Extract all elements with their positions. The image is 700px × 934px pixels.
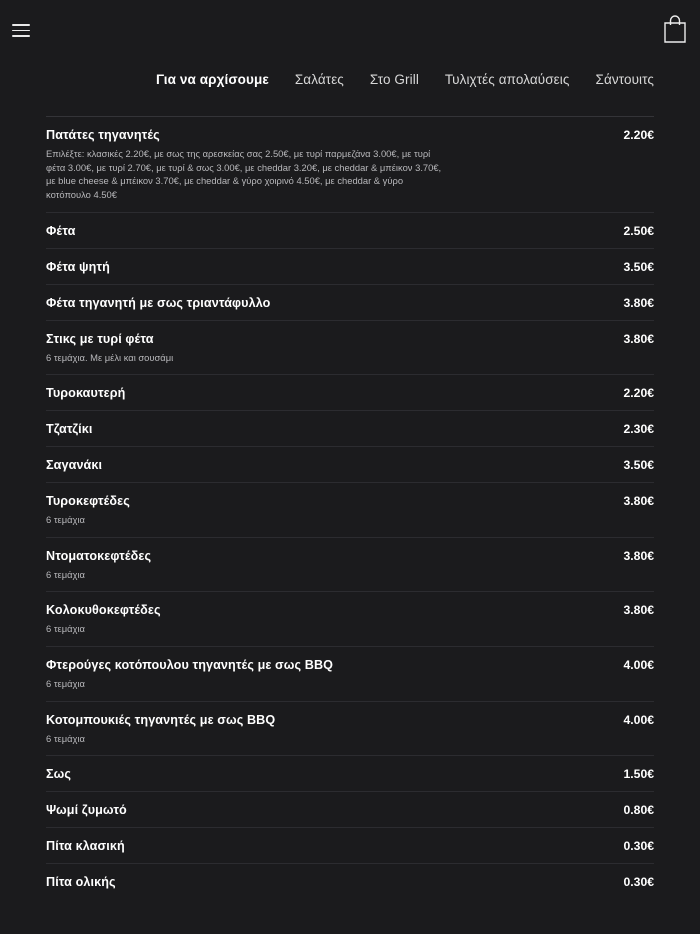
- menu-item-price: 2.20€: [623, 386, 654, 401]
- menu-item-price: 3.50€: [623, 458, 654, 473]
- hamburger-line: [12, 30, 30, 32]
- menu-item-name: Σαγανάκι: [46, 458, 103, 473]
- menu-item-name: Πίτα κλασική: [46, 839, 125, 854]
- menu-item-name: Τυροκεφτέδες: [46, 494, 130, 509]
- list-item[interactable]: [46, 321, 654, 376]
- list-item[interactable]: [46, 117, 654, 213]
- list-item[interactable]: [46, 592, 654, 647]
- menu-item-price: 2.50€: [623, 223, 654, 238]
- menu-item-price: 3.80€: [623, 494, 654, 509]
- list-item[interactable]: [46, 213, 654, 249]
- shopping-bag-icon[interactable]: [662, 14, 688, 44]
- menu-item-price: 4.00€: [623, 712, 654, 727]
- menu-item-price: 0.30€: [623, 839, 654, 854]
- menu-item-price: 3.80€: [623, 331, 654, 346]
- menu-item-description: Επιλέξτε: κλασικές 2.20€, με σως της αρεσκείας σας 2.50€, με τυρί παρμεζάνα 3.00€, με τυρί φέτα 3.00€, με τυρί 2.70€, με τυρί & σως 3.00€, με cheddar 3.20€, με cheddar & μπέικον 3.70€, με blue cheese & μπέικον 3.70€, με cheddar & γύρο χοιρινό 4.50€, με cheddar & γύρο κοτόπουλο 4.50€: [46, 148, 442, 200]
- nav-item-tylichtes-apolauseis[interactable]: Τυλιχτές απολαύσεις: [444, 71, 570, 87]
- menu-item-price: 3.80€: [623, 295, 654, 310]
- list-item[interactable]: [46, 538, 654, 593]
- list-item[interactable]: [46, 864, 654, 899]
- menu-item-row: [46, 839, 654, 853]
- menu-item-description: 6 τεμάχια: [46, 732, 85, 744]
- menu-list: [46, 116, 654, 899]
- menu-item-description: 6 τεμάχια: [46, 678, 85, 689]
- nav-item-santouits[interactable]: Σάντουιτς: [595, 71, 654, 87]
- list-item[interactable]: [46, 447, 654, 483]
- menu-item-row: [46, 332, 654, 346]
- menu-item-price: 2.20€: [623, 128, 654, 142]
- list-item[interactable]: [46, 702, 654, 757]
- menu-item-price: 2.30€: [623, 422, 654, 437]
- menu-item-price: 4.00€: [623, 658, 654, 672]
- menu-item-row: [46, 458, 654, 472]
- menu-item-row: [46, 422, 654, 436]
- hamburger-line: [12, 35, 30, 37]
- list-item[interactable]: [46, 375, 654, 411]
- menu-item-name: Ψωμί ζυμωτό: [46, 803, 127, 818]
- menu-item-row: [46, 658, 654, 672]
- menu-item-name: Φέτα τηγανητή με σως τριαντάφυλλο: [46, 295, 271, 310]
- menu-item-name: Τζατζίκι: [46, 422, 93, 437]
- menu-item-description: 6 τεμάχια. Με μέλι και σουσάμι: [46, 351, 174, 363]
- menu-item-price: 3.50€: [623, 259, 654, 274]
- list-item[interactable]: [46, 647, 654, 702]
- menu-item-price: 0.30€: [623, 875, 654, 890]
- menu-item-price: 0.80€: [623, 803, 654, 818]
- menu-item-row: [46, 603, 654, 617]
- menu-item-name: Φέτα ψητή: [46, 259, 110, 274]
- list-item[interactable]: [46, 792, 654, 828]
- hamburger-line: [12, 24, 30, 26]
- menu-item-name: Στικς με τυρί φέτα: [46, 331, 154, 346]
- menu-item-name: Πίτα ολικής: [46, 875, 116, 890]
- menu-item-price: 3.80€: [623, 548, 654, 563]
- nav-item-salates[interactable]: Σαλάτες: [294, 71, 344, 87]
- menu-item-row: [46, 260, 654, 274]
- list-item[interactable]: [46, 285, 654, 321]
- menu-item-name: Φτερούγες κοτόπουλου τηγανητές με σως BBQ: [46, 658, 334, 672]
- menu-item-name: Κολοκυθοκεφτέδες: [46, 603, 161, 618]
- menu-item-row: [46, 224, 654, 238]
- menu-item-name: Σως: [46, 767, 72, 782]
- menu-item-row: [46, 128, 654, 142]
- list-item[interactable]: [46, 483, 654, 538]
- menu-item-row: [46, 803, 654, 817]
- menu-item-price: 3.80€: [623, 603, 654, 618]
- menu-item-row: [46, 767, 654, 781]
- menu-item-name: Πατάτες τηγανητές: [46, 128, 160, 142]
- menu-item-row: [46, 549, 654, 563]
- menu-item-row: [46, 875, 654, 889]
- hamburger-menu-icon[interactable]: [8, 18, 34, 38]
- menu-item-row: [46, 296, 654, 310]
- menu-item-description: 6 τεμάχια: [46, 623, 85, 635]
- list-item[interactable]: [46, 249, 654, 285]
- menu-item-description: 6 τεμάχια: [46, 514, 85, 526]
- top-bar: [0, 0, 700, 62]
- nav-item-gia-na-archisoume[interactable]: Για να αρχίσουμε: [156, 71, 269, 87]
- menu-item-row: [46, 386, 654, 400]
- menu-item-name: Κοτομπουκιές τηγανητές με σως BBQ: [46, 712, 276, 727]
- list-item[interactable]: [46, 756, 654, 792]
- list-item[interactable]: [46, 828, 654, 864]
- menu-item-price: 1.50€: [623, 767, 654, 782]
- list-item[interactable]: [46, 411, 654, 447]
- menu-item-row: [46, 494, 654, 508]
- menu-item-row: [46, 713, 654, 727]
- nav-item-sto-grill[interactable]: Στο Grill: [369, 71, 419, 87]
- category-nav: [0, 62, 700, 96]
- menu-item-description: 6 τεμάχια: [46, 568, 85, 580]
- menu-item-name: Τυροκαυτερή: [46, 386, 126, 401]
- menu-item-name: Φέτα: [46, 223, 76, 238]
- menu-item-name: Ντοματοκεφτέδες: [46, 548, 152, 563]
